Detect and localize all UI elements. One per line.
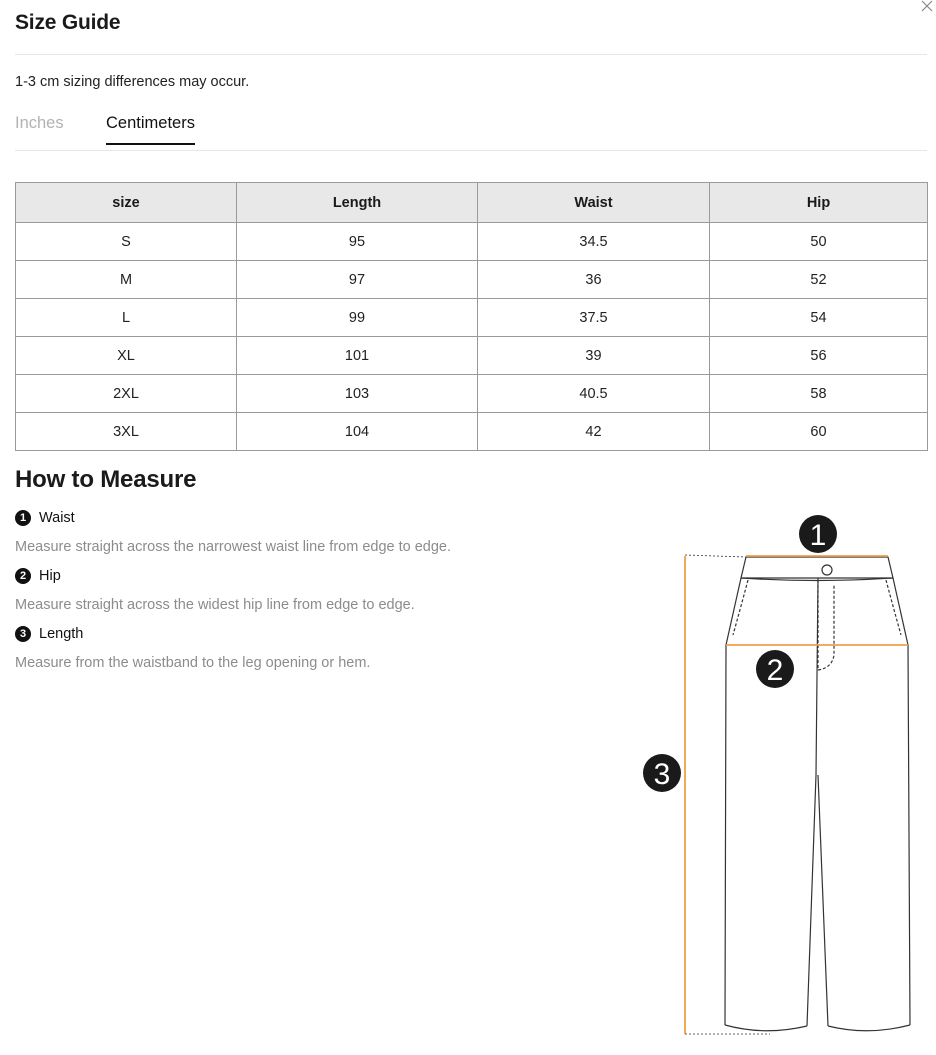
- marker-3: [643, 754, 681, 792]
- table-row: [16, 223, 928, 261]
- column-header-hip: Hip: [710, 183, 928, 223]
- measure-item-length: [15, 626, 83, 642]
- marker-1: [799, 515, 837, 553]
- table-row: [16, 299, 928, 337]
- table-cell: 60: [710, 413, 928, 451]
- measure-item-waist: [15, 510, 75, 526]
- table-cell: 39: [478, 337, 710, 375]
- measure-description: Measure straight across the narrowest waist line from edge to edge.: [15, 539, 452, 555]
- measure-description: Measure from the waistband to the leg opening or hem.: [15, 655, 371, 671]
- table-cell: 37.5: [478, 299, 710, 337]
- table-cell: 52: [710, 261, 928, 299]
- column-header-waist: Waist: [478, 183, 710, 223]
- pants-outline: [725, 557, 910, 1031]
- table-cell: 95: [237, 223, 478, 261]
- close-icon: [918, 0, 934, 14]
- tab-inches[interactable]: Inches: [15, 114, 64, 132]
- table-cell: M: [16, 261, 237, 299]
- table-cell: 36: [478, 261, 710, 299]
- column-header-size: size: [16, 183, 237, 223]
- table-cell: 104: [237, 413, 478, 451]
- length-guide-top: [685, 555, 746, 557]
- page-title: Size Guide: [15, 11, 121, 34]
- marker-2: [756, 650, 794, 688]
- table-cell: 54: [710, 299, 928, 337]
- svg-text:3: 3: [653, 758, 671, 791]
- table-cell: 99: [237, 299, 478, 337]
- close-button[interactable]: [918, 0, 934, 14]
- size-table: [15, 182, 928, 451]
- table-row: [16, 261, 928, 299]
- table-cell: L: [16, 299, 237, 337]
- pants-diagram: [640, 510, 930, 1045]
- table-header-row: [16, 183, 928, 223]
- table-cell: 58: [710, 375, 928, 413]
- table-cell: 2XL: [16, 375, 237, 413]
- table-cell: 101: [237, 337, 478, 375]
- sizing-note: 1-3 cm sizing differences may occur.: [15, 74, 250, 90]
- number-badge-3: 3: [15, 626, 31, 642]
- table-cell: S: [16, 223, 237, 261]
- table-cell: 40.5: [478, 375, 710, 413]
- number-badge-1: 1: [15, 510, 31, 526]
- measure-label: Hip: [39, 568, 61, 584]
- table-cell: 34.5: [478, 223, 710, 261]
- table-row: [16, 337, 928, 375]
- table-cell: 42: [478, 413, 710, 451]
- number-badge-2: 2: [15, 568, 31, 584]
- tabs-divider: [15, 150, 927, 151]
- table-cell: XL: [16, 337, 237, 375]
- svg-text:2: 2: [766, 654, 784, 687]
- table-cell: 3XL: [16, 413, 237, 451]
- button-detail: [822, 565, 832, 575]
- measure-item-hip: [15, 568, 61, 584]
- tab-centimeters[interactable]: Centimeters: [106, 114, 195, 145]
- table-cell: 103: [237, 375, 478, 413]
- table-row: [16, 375, 928, 413]
- svg-text:1: 1: [809, 519, 827, 552]
- header-divider: [15, 54, 927, 55]
- table-cell: 97: [237, 261, 478, 299]
- how-to-measure-title: How to Measure: [15, 466, 197, 493]
- table-cell: 56: [710, 337, 928, 375]
- table-cell: 50: [710, 223, 928, 261]
- measure-label: Length: [39, 626, 84, 642]
- column-header-length: Length: [237, 183, 478, 223]
- measure-description: Measure straight across the widest hip line from edge to edge.: [15, 597, 415, 613]
- measure-label: Waist: [39, 510, 75, 526]
- table-row: [16, 413, 928, 451]
